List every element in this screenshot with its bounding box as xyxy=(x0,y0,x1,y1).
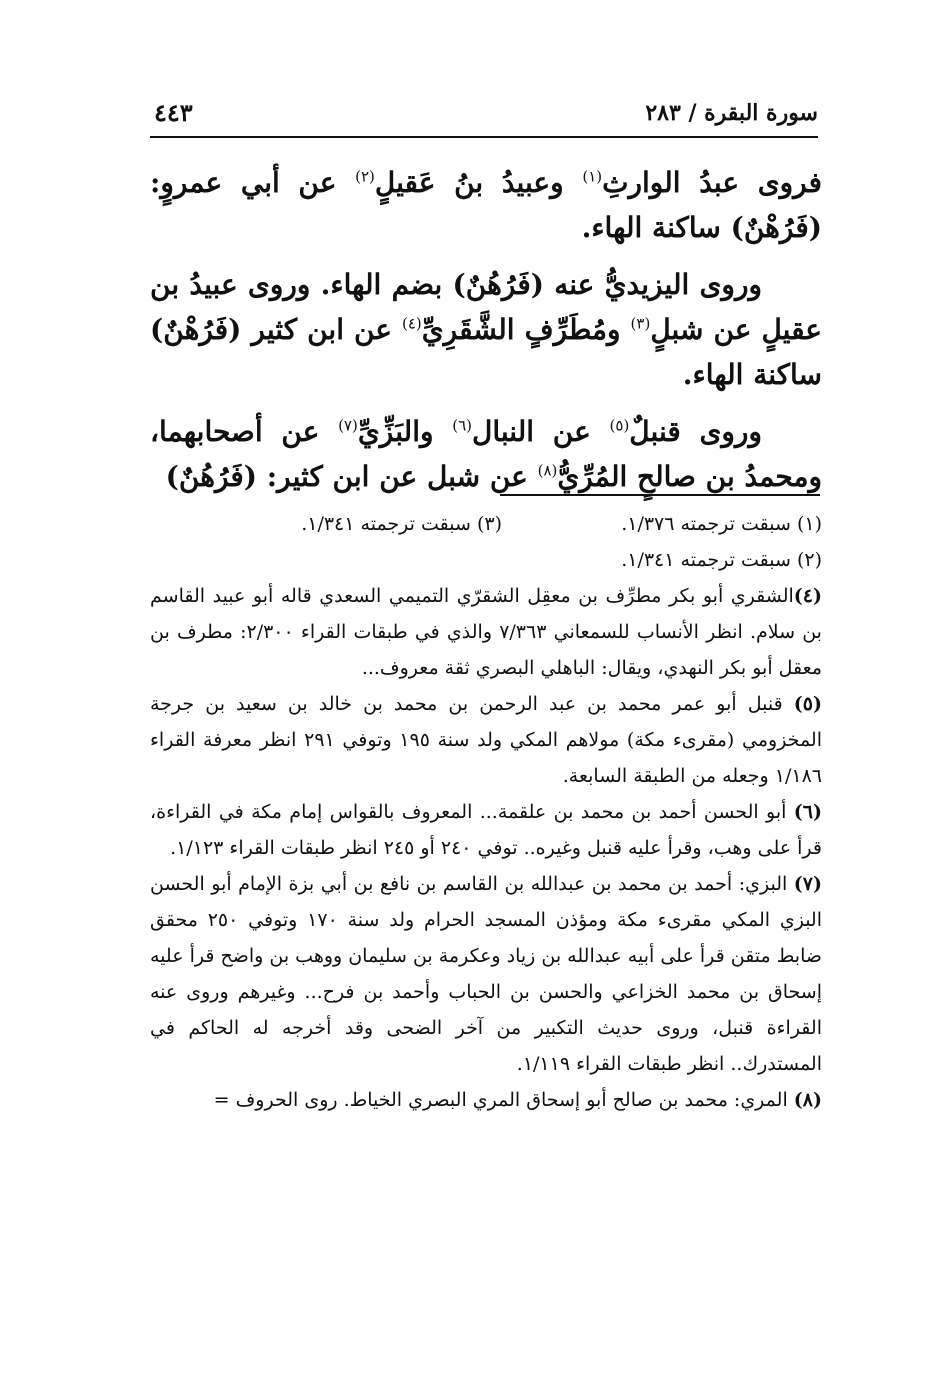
text-run: عن أبي عمروٍ: (فَرُهْنٌ) ساكنة الهاء. xyxy=(150,166,822,244)
footnote-6 xyxy=(150,794,822,866)
footnote-8 xyxy=(150,1082,822,1118)
footnote-text: قنبل أبو عمر محمد بن عبد الرحمن بن محمد بن خالد بن سعيد بن جرجة المخزومي (مقرىء مكة) مولاهم المكي ولد سنة ١٩٥ وتوفي ٢٩١ انظر معرفة القراء ١/١٨٦ وجعله من الطبقة السابعة. xyxy=(150,693,823,787)
text-run: عن النبال xyxy=(471,415,610,448)
paragraph-1 xyxy=(150,160,822,250)
footnote-number: (٥) xyxy=(793,693,822,715)
paragraph-3 xyxy=(150,409,822,499)
text-run: عن شبل عن ابن كثير: (فَرُهُنٌ) xyxy=(165,460,538,493)
footnote-5 xyxy=(150,686,822,794)
footnote-marker-7: (٧) xyxy=(338,416,358,435)
paragraph-2 xyxy=(150,262,822,397)
footnote-3: (٣) سبقت ترجمته ١/٣٤١. xyxy=(301,513,502,535)
main-text xyxy=(150,160,822,511)
footnote-row-1-3 xyxy=(150,506,822,542)
footnotes xyxy=(150,506,822,1118)
text-run: وعبيدُ بنُ عَقيلٍ xyxy=(374,166,583,199)
text-run: عن ابن كثير (فَرُهْنٌ) ساكنة الهاء. xyxy=(150,313,822,391)
footnote-number: (٧) xyxy=(793,873,822,895)
footnote-text: الشقري أبو بكر مطرِّف بن معقِل الشقرّي التميمي السعدي قاله أبو عبيد القاسم بن سلام. انظر الأنساب للسمعاني ٧/٣٦٣ والذي في طبقات القراء ٢/٣٠٠: مطرف بن معقل أبو بكر النهدي، ويقال: الباهلي البصري ثقة معروف... xyxy=(150,585,822,679)
footnote-marker-6: (٦) xyxy=(452,416,472,435)
footnote-7 xyxy=(150,866,822,1082)
text-run: وروى اليزيديُّ عنه (فَرُهُنٌ) بضم الهاء. وروى عبيدُ بن عقيلٍ عن شبلٍ xyxy=(150,268,822,346)
footnote-marker-5: (٥) xyxy=(609,416,630,435)
text-run: فروى عبدُ الوارثِ xyxy=(602,166,822,199)
text-run: ومُطَرِّفٍ الشَّقَرِيِّ xyxy=(421,313,631,346)
footnote-text: البزي: أحمد بن محمد بن عبدالله بن القاسم بن نافع بن أبي بزة الإمام أبو الحسن البزي المكي مقرىء مكة ومؤذن المسجد الحرام ولد سنة ١٧٠ وتوفي ٢٥٠ محقق ضابط متقن قرأ على أبيه عبدالله بن زياد وعكرمة بن سليمان ووهب بن واضح قرأ عليه إسحاق بن محمد الخزاعي والحسن بن الحباب وأحمد بن فرح... وغيرهم وروى عنه القراءة قنبل، وروى حديث التكبير من آخر الضحى وقد أخرجه له الحاكم في المستدرك.. انظر طبقات القراء ١/١١٩. xyxy=(150,873,822,1075)
page-number: ٤٤٣ xyxy=(154,98,193,127)
page-header xyxy=(150,96,818,138)
footnote-marker-8: (٨) xyxy=(537,461,558,480)
surah-reference: سورة البقرة / ٢٨٣ xyxy=(645,100,818,126)
footnote-2: (٢) سبقت ترجمته ١/٣٤١. xyxy=(621,549,822,571)
footnote-number: (٤) xyxy=(793,585,822,607)
text-run: والبَزِّيِّ xyxy=(357,415,453,448)
footnote-text: المري: محمد بن صالح أبو إسحاق المري البصري الخياط. روى الحروف = xyxy=(213,1089,788,1111)
footnote-1: (١) سبقت ترجمته ١/٣٧٦. xyxy=(621,513,822,535)
footnote-4 xyxy=(150,578,822,686)
footnote-marker-4: (٤) xyxy=(401,314,422,333)
footnote-marker-3: (٣) xyxy=(630,314,651,333)
footnote-marker-2: (٢) xyxy=(355,167,375,186)
footnote-marker-1: (١) xyxy=(582,167,603,186)
text-run: عن أصحابهما، ومحمدُ بن صالحٍ المُرِّيُّ xyxy=(150,415,822,493)
footnote-text: أبو الحسن أحمد بن محمد بن علقمة... المعروف بالقواس إمام مكة في القراءة، قرأ على وهب، وقرأ عليه قنبل وغيره.. توفي ٢٤٠ أو ٢٤٥ انظر طبقات القراء ١/١٢٣. xyxy=(150,801,822,859)
text-run: وروى قنبلٌ xyxy=(629,415,762,448)
footnote-number: (٨) xyxy=(793,1089,822,1111)
footnote-number: (٦) xyxy=(793,801,822,823)
footnote-separator xyxy=(500,494,820,496)
